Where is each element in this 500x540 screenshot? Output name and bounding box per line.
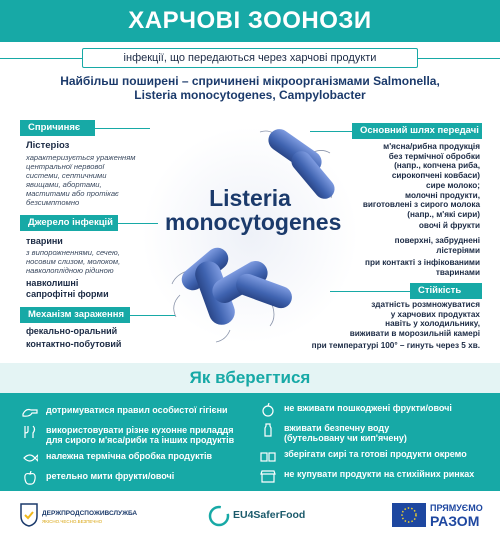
route-item	[330, 221, 480, 231]
tips-panel	[0, 393, 500, 491]
desc-line: центральної нервової	[26, 162, 105, 171]
eu-logo-line1: ПРЯМУЄМО	[430, 503, 483, 513]
resistance-line: навіть у холодильнику,	[385, 319, 480, 329]
route-line: при контакті з інфікованими	[365, 258, 480, 267]
gov-logo-slogan: ЯКІСНО.ЧЕСНО.БЕЗПЕЧНО	[42, 519, 103, 524]
bacterium-name-line: monocytogenes	[165, 209, 342, 235]
tip-line: використовувати різне кухонне приладдя	[46, 425, 234, 435]
divider	[0, 58, 82, 59]
divider	[418, 58, 500, 59]
route-item	[330, 236, 480, 255]
desc-line: характеризується ураженням	[26, 153, 136, 162]
intro-text	[40, 74, 460, 102]
route-line: лістеріями	[436, 245, 480, 255]
eu-logo	[392, 501, 492, 531]
desc-line: маститами або протікає	[26, 189, 119, 198]
source-desc-line: з випорожненнями, сечею,	[26, 248, 120, 257]
tip-line: вживати безпечну воду	[284, 423, 390, 433]
desc-line: явищами, абортами,	[26, 180, 102, 189]
bacterium-name-line: Listeria	[209, 185, 291, 211]
tip-text: дотримуватися правил особистої гігієни	[46, 405, 228, 415]
route-item	[330, 181, 480, 219]
resistance-line: здатність розмножуватися	[371, 300, 480, 309]
route-line: молочні продукти,	[405, 190, 480, 200]
route-line: тваринами	[435, 267, 480, 277]
fish-icon	[22, 451, 38, 465]
source-animals: тварини	[26, 236, 63, 246]
kitchen-utensils-icon	[22, 425, 38, 439]
resistance-text	[310, 300, 480, 338]
divider	[95, 128, 150, 129]
tip-text: не вживати пошкоджені фрукти/овочі	[284, 403, 452, 413]
source-other-line: сапрофітні форми	[26, 289, 109, 299]
eu-logo-line2: РАЗОМ	[430, 513, 480, 529]
shield-logo-icon	[20, 503, 38, 527]
route-item	[330, 258, 480, 277]
route-line: без термічної обробки	[388, 151, 480, 161]
water-bottle-icon	[260, 423, 276, 437]
subtitle: інфекції, що передаються через харчові продукти	[82, 48, 418, 68]
route-line: виготовлені з сирого молока	[362, 200, 480, 210]
source-desc-line: носовим слизом, молоком,	[26, 257, 121, 266]
tip-text: належна термічна обробка продуктів	[46, 451, 213, 461]
route-line: (напр., м'які сири)	[407, 209, 480, 219]
eu-flag-icon	[392, 503, 426, 527]
mechanism-label: Механізм зараження	[20, 307, 130, 323]
tip-line: для сирого м'яса/риби та інших продуктів	[46, 435, 235, 445]
resistance-temp: при температурі 100° – гинуть через 5 хв.	[311, 341, 480, 350]
intro-line: Listeria monocytogenes, Campylobacter	[134, 88, 366, 102]
route-line: овочі й фрукти	[418, 221, 480, 230]
route-item	[330, 142, 480, 180]
tip-text: зберігати сирі та готові продукти окремо	[284, 449, 467, 459]
route-line: м'ясна/рибна продукція	[383, 142, 480, 151]
divider	[130, 315, 175, 316]
eu4saferfood-logo	[208, 503, 328, 531]
route-line: поверхні, забруднені	[394, 236, 480, 245]
tip-line: (бутельовану чи кип'ячену)	[284, 433, 407, 443]
tip-text: не купувати продукти на стихійних ринках	[284, 469, 475, 479]
desc-line: системи, септичними	[26, 171, 107, 180]
containers-icon	[260, 449, 276, 463]
tip-text	[46, 425, 234, 445]
mechanism-line: контактно-побутовий	[26, 339, 122, 349]
resistance-line: виживати в морозильній камері	[349, 328, 480, 338]
gov-logo-name: ДЕРЖПРОДСПОЖИВСЛУЖБА	[42, 510, 138, 517]
eu4saferfood-name: EU4SaferFood	[233, 509, 306, 521]
hand-wash-icon	[22, 405, 38, 419]
divider	[118, 223, 158, 224]
routes-label: Основний шлях передачі	[352, 123, 482, 139]
source-desc-line: навколоплідною рідиною	[26, 266, 114, 275]
intro-line: Найбільш поширені – спричинені мікроорганізмами Salmonella,	[60, 74, 440, 88]
source-other-line: навколишні	[26, 278, 79, 288]
causes-label: Спричиняє	[20, 120, 95, 136]
route-line: сире молоко;	[426, 181, 480, 190]
route-line: (напр., копчена риба,	[394, 161, 480, 171]
disease-name: Лістеріоз	[26, 140, 70, 151]
divider	[310, 131, 352, 132]
apple-icon	[22, 471, 38, 485]
gov-logo	[20, 503, 140, 531]
tip-text: ретельно мити фрукти/овочі	[46, 471, 175, 481]
divider	[330, 291, 410, 292]
how-to-protect-title: Як вберегтися	[0, 363, 500, 393]
tip-text	[284, 423, 407, 443]
desc-line: безсимптомно	[26, 198, 80, 207]
source-label: Джерело інфекцій	[20, 215, 118, 231]
resistance-line: у харчових продуктах	[390, 309, 480, 319]
page-title: ХАРЧОВІ ЗООНОЗИ	[0, 0, 500, 42]
resistance-label: Стійкість	[410, 283, 482, 299]
bacterium-name	[165, 185, 342, 235]
market-stall-icon	[260, 469, 276, 483]
mechanism-line: фекально-оральний	[26, 326, 118, 336]
damaged-fruit-icon	[260, 403, 276, 417]
footer	[0, 491, 500, 540]
circle-logo-icon	[208, 505, 230, 527]
route-line: сирокопчені ковбаси)	[391, 170, 480, 180]
